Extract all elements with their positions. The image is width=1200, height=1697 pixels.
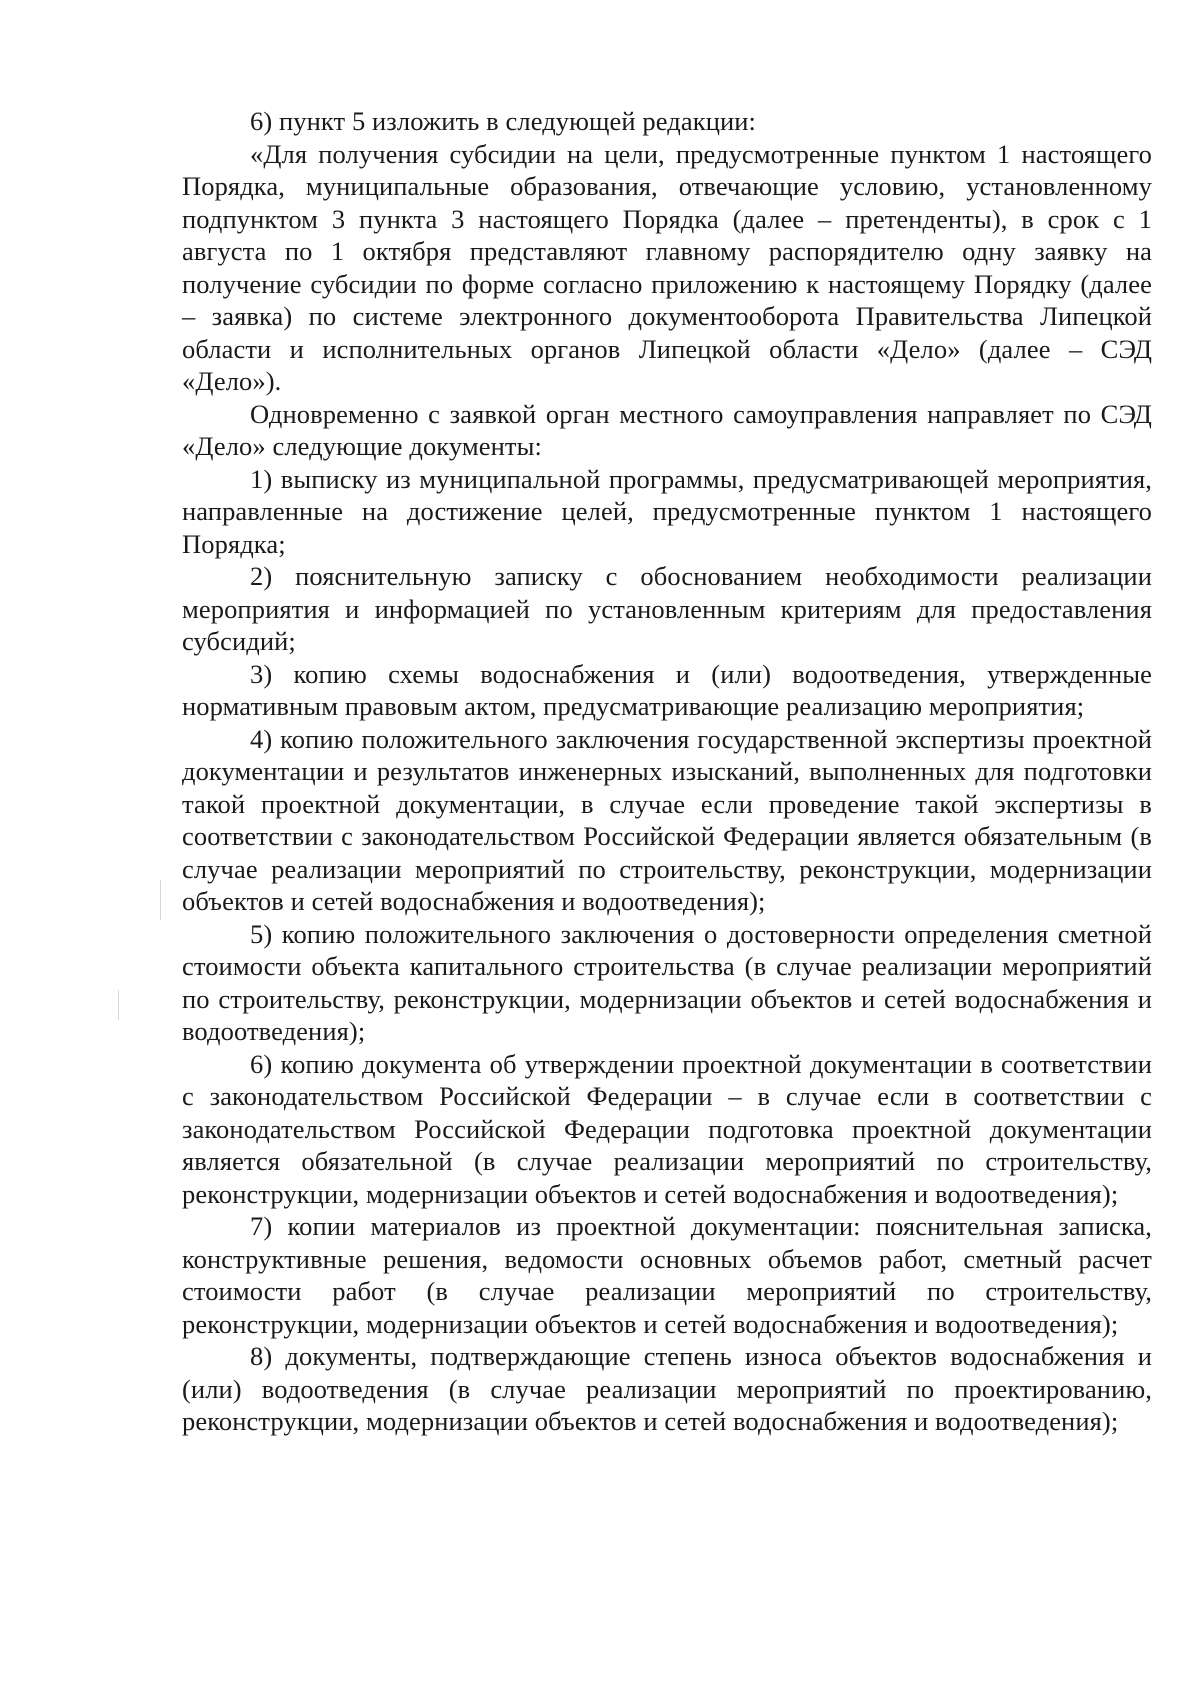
list-item-3: 3) копию схемы водоснабжения и (или) водоотведения, утвержденные нормативным правовым актом, предусматривающие реализацию мероприятия; — [182, 658, 1152, 721]
list-item-7: 7) копии материалов из проектной документации: пояснительная записка, конструктивные решения, ведомости основных объемов работ, сметный расчет стоимости работ (в случае реализации мероприятий по строительству, реконструкции, модернизации объектов и сетей водоснабжения и водоотведения); — [182, 1211, 1152, 1339]
list-item-1: 1) выписку из муниципальной программы, предусматривающей мероприятия, направленные на достижение целей, предусмотренные пунктом 1 настоящего Порядка; — [182, 463, 1152, 559]
scan-edge-mark — [160, 880, 161, 920]
paragraph-application-rules: «Для получения субсидии на цели, предусмотренные пунктом 1 настоящего Порядка, муниципальные образования, отвечающие условию, установленному подпунктом 3 пункта 3 настоящего Порядка (далее – претенденты), в срок с 1 августа по 1 октября представляют главному распорядителю одну заявку на получение субсидии по форме согласно приложению к настоящему Порядку (далее – заявка) по системе электронного документооборота Правительства Липецкой области и исполнительных органов Липецкой области «Дело» (далее – СЭД «Дело»). — [182, 138, 1152, 396]
list-item-2: 2) пояснительную записку с обоснованием необходимости реализации мероприятия и информацией по установленным критериям для предоставления субсидий; — [182, 561, 1152, 656]
list-item-8: 8) документы, подтверждающие степень износа объектов водоснабжения и (или) водоотведения (в случае реализации мероприятий по проектированию, реконструкции, модернизации объектов и сетей водоснабжения и водоотведения); — [182, 1341, 1152, 1436]
paragraph-amendment-intro: 6) пункт 5 изложить в следующей редакции: — [250, 106, 756, 136]
scan-edge-mark — [118, 990, 119, 1020]
paragraph-documents-intro: Одновременно с заявкой орган местного самоуправления направляет по СЭД «Дело» следующие документы: — [182, 398, 1152, 461]
list-item-6: 6) копию документа об утверждении проектной документации в соответствии с законодательством Российской Федерации – в случае если в соответствии с законодательством Российской Федерации подготовка проектной документации является обязательной (в случае реализации мероприятий по строительству, реконструкции, модернизации объектов и сетей водоснабжения и водоотведения); — [182, 1048, 1152, 1209]
list-item-4: 4) копию положительного заключения государственной экспертизы проектной документации и результатов инженерных изысканий, выполненных для подготовки такой проектной документации, в случае если проведение такой экспертизы в соответствии с законодательством Российской Федерации является обязательным (в случае реализации мероприятий по строительству, реконструкции, модернизации объектов и сетей водоснабжения и водоотведения); — [182, 723, 1152, 916]
list-item-5: 5) копию положительного заключения о достоверности определения сметной стоимости объекта капитального строительства (в случае реализации мероприятий по строительству, реконструкции, модернизации объектов и сетей водоснабжения и водоотведения); — [182, 918, 1152, 1046]
document-body — [182, 105, 1152, 1438]
